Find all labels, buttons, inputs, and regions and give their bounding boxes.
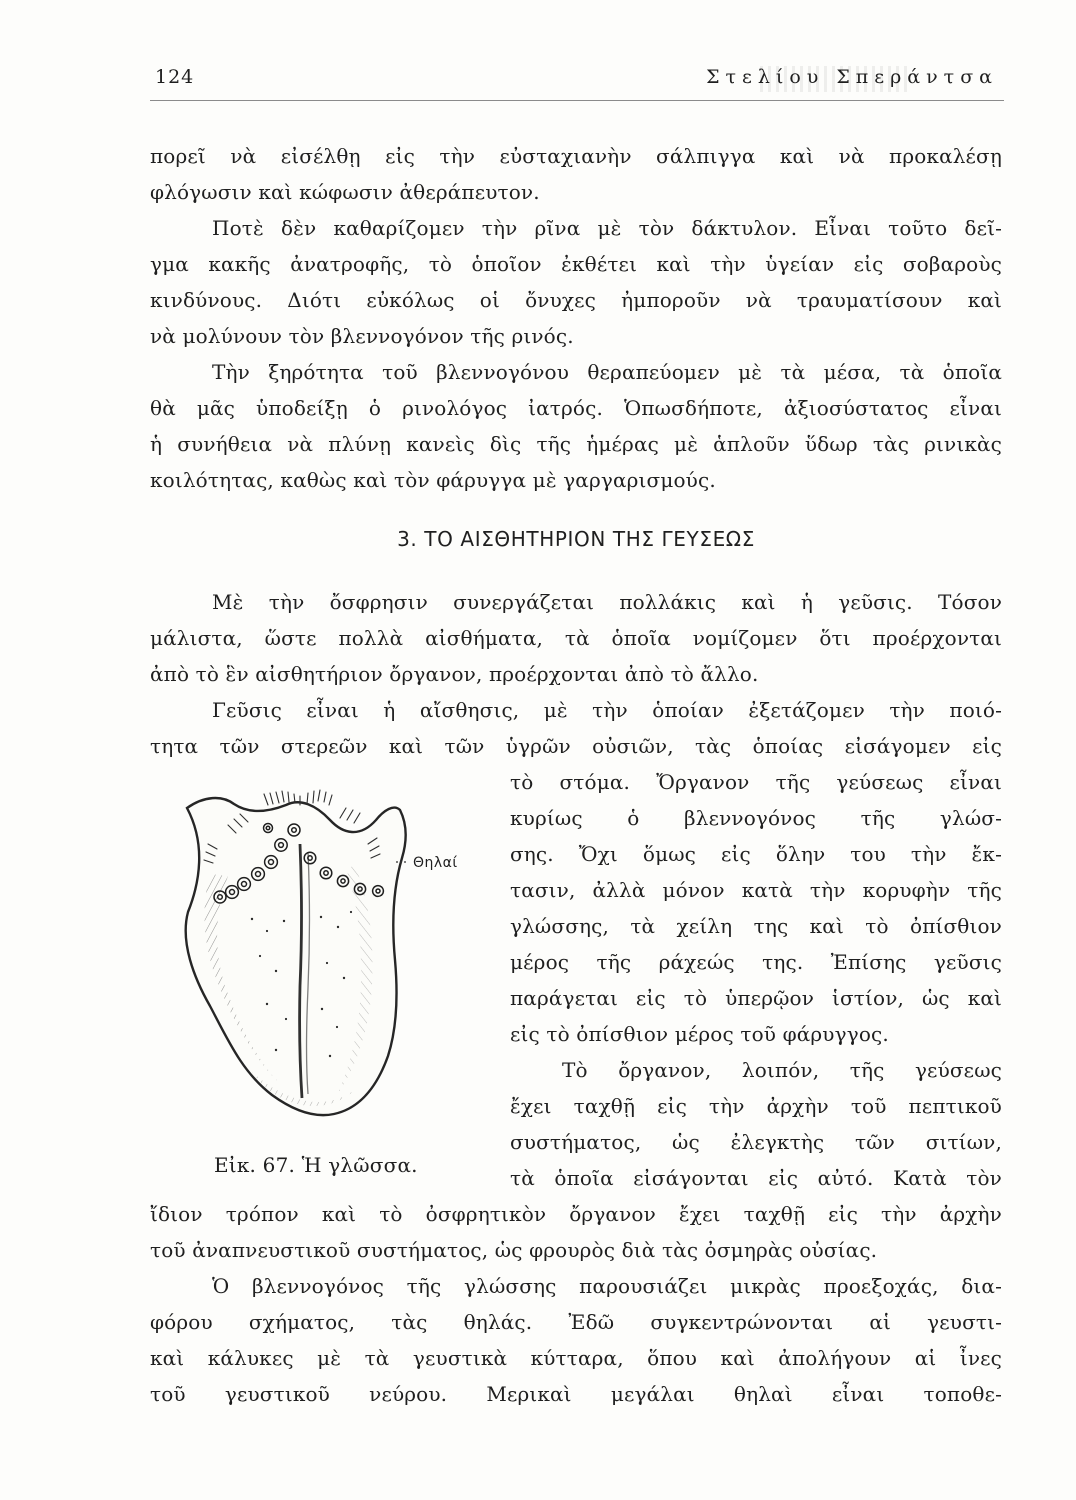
wrap-line-11: συστήματος, ὡς ἐλεγκτὴς τῶν σιτίων, xyxy=(510,1130,1002,1154)
paragraph-5-line-2: τητα τῶν στερεῶν καὶ τῶν ὑγρῶν οὐσιῶν, τὰς ὁποίας εἰσάγομεν εἰς xyxy=(150,734,1002,758)
paragraph-4-line-2: μάλιστα, ὥστε πολλὰ αἰσθήματα, τὰ ὁποῖα νομίζομεν ὅτι προέρχονται xyxy=(150,626,1002,650)
wrap-line-7: παράγεται εἰς τὸ ὑπερῷον ἱστίον, ὡς καὶ xyxy=(510,986,1002,1010)
paragraph-1-line-2: φλόγωσιν καὶ κώφωσιν ἀθεράπευτον. xyxy=(150,180,540,204)
paragraph-1-line-1: πορεῖ νὰ εἰσέλθῃ εἰς τὴν εὐσταχιανὴν σάλπιγγα καὶ νὰ προκαλέσῃ xyxy=(150,144,1002,168)
figure-caption: Εἰκ. 67. Ἡ γλῶσσα. xyxy=(214,1153,418,1177)
running-head: Στελίου Σπεράντσα xyxy=(706,66,998,88)
paragraph-7-line-4: τοῦ γευστικοῦ νεύρου. Μερικαὶ μεγάλαι θηλαὶ εἶναι τοποθε- xyxy=(150,1382,1002,1406)
paragraph-2-line-3: κινδύνους. Διότι εὐκόλως οἱ ὄνυχες ἠμποροῦν νὰ τραυματίσουν καὶ xyxy=(150,288,1002,312)
wrap-line-8: εἰς τὸ ὀπίσθιον μέρος τοῦ φάρυγγος. xyxy=(510,1022,889,1046)
paragraph-6-line-14: τοῦ ἀναπνευστικοῦ συστήματος, ὡς φρουρὸς διὰ τὰς ὀσμηρὰς οὐσίας. xyxy=(150,1238,878,1262)
figure-label-papillae: Θηλαί xyxy=(413,855,458,871)
page-number: 124 xyxy=(155,66,195,88)
wrap-line-3: σης. Ὄχι ὅμως εἰς ὅλην του τὴν ἔκ- xyxy=(510,842,1002,866)
figure-tongue xyxy=(150,780,510,1130)
wrap-line-1: τὸ στόμα. Ὄργανον τῆς γεύσεως εἶναι xyxy=(510,770,1002,794)
paragraph-7-line-3: καὶ κάλυκες μὲ τὰ γευστικὰ κύτταρα, ὅπου καὶ ἀπολήγουν αἱ ἶνες xyxy=(150,1346,1002,1370)
paragraph-5-line-1: Γεῦσις εἶναι ἡ αἴσθησις, μὲ τὴν ὁποίαν ἐξετάζομεν τὴν ποιό- xyxy=(212,698,1002,722)
wrap-line-10: ἔχει ταχθῇ εἰς τὴν ἀρχὴν τοῦ πεπτικοῦ xyxy=(510,1094,1002,1118)
wrap-line-12: τὰ ὁποῖα εἰσάγονται εἰς αὐτό. Κατὰ τὸν xyxy=(510,1166,1002,1190)
paragraph-7-line-1: Ὁ βλεννογόνος τῆς γλώσσης παρουσιάζει μικρὰς προεξοχάς, δια- xyxy=(212,1274,1002,1298)
show-through-ghost-text xyxy=(760,66,910,92)
tongue-illustration xyxy=(150,780,510,1130)
paragraph-2-line-2: γμα κακῆς ἀνατροφῆς, τὸ ὁποῖον ἐκθέτει καὶ τὴν ὑγείαν εἰς σοβαροὺς xyxy=(150,252,1002,276)
paragraph-3-line-4: κοιλότητας, καθὼς καὶ τὸν φάρυγγα μὲ γαργαρισμούς. xyxy=(150,468,716,492)
paragraph-7-line-2: φόρου σχήματος, τὰς θηλάς. Ἐδῶ συγκεντρώνονται αἱ γευστι- xyxy=(150,1310,1002,1334)
wrap-line-2: κυρίως ὁ βλεννογόνος τῆς γλώσ- xyxy=(510,806,1002,830)
paragraph-2-line-1: Ποτὲ δὲν καθαρίζομεν τὴν ρῖνα μὲ τὸν δάκτυλον. Εἶναι τοῦτο δεῖ- xyxy=(212,216,1002,240)
wrap-line-4: τασιν, ἀλλὰ μόνον κατὰ τὴν κορυφὴν τῆς xyxy=(510,878,1002,902)
paragraph-3-line-3: ἡ συνήθεια νὰ πλύνῃ κανεὶς δὶς τῆς ἡμέρας μὲ ἁπλοῦν ὕδωρ τὰς ρινικὰς xyxy=(150,432,1002,456)
paragraph-2-line-4: νὰ μολύνουν τὸν βλεννογόνον τῆς ρινός. xyxy=(150,324,574,348)
tongue-outline xyxy=(186,798,406,1115)
wrap-line-9: Τὸ ὄργανον, λοιπόν, τῆς γεύσεως xyxy=(562,1058,1002,1082)
wrap-line-6: μέρος τῆς ράχεώς της. Ἐπίσης γεῦσις xyxy=(510,950,1002,974)
paragraph-6-line-13: ἴδιον τρόπον καὶ τὸ ὀσφρητικὸν ὄργανον ἔχει ταχθῇ εἰς τὴν ἀρχὴν xyxy=(150,1202,1002,1226)
paragraph-4-line-1: Μὲ τὴν ὄσφρησιν συνεργάζεται πολλάκις καὶ ἡ γεῦσις. Τόσον xyxy=(212,590,1002,614)
paragraph-3-line-2: θὰ μᾶς ὑποδείξῃ ὁ ρινολόγος ἰατρός. Ὁπωσδήποτε, ἀξιοσύστατος εἶναι xyxy=(150,396,1002,420)
paragraph-3-line-1: Τὴν ξηρότητα τοῦ βλεννογόνου θεραπεύομεν μὲ τὰ μέσα, τὰ ὁποῖα xyxy=(212,360,1002,384)
paragraph-4-line-3: ἀπὸ τὸ ἓν αἰσθητήριον ὄργανον, προέρχονται ἀπὸ τὸ ἄλλο. xyxy=(150,662,759,686)
wrap-line-5: γλώσσης, τὰ χείλη της καὶ τὸ ὀπίσθιον xyxy=(510,914,1002,938)
header-rule xyxy=(150,100,1004,101)
section-heading: 3. ΤΟ ΑΙΣΘΗΤΗΡΙΟΝ ΤΗΣ ΓΕΥΣΕΩΣ xyxy=(397,527,755,551)
